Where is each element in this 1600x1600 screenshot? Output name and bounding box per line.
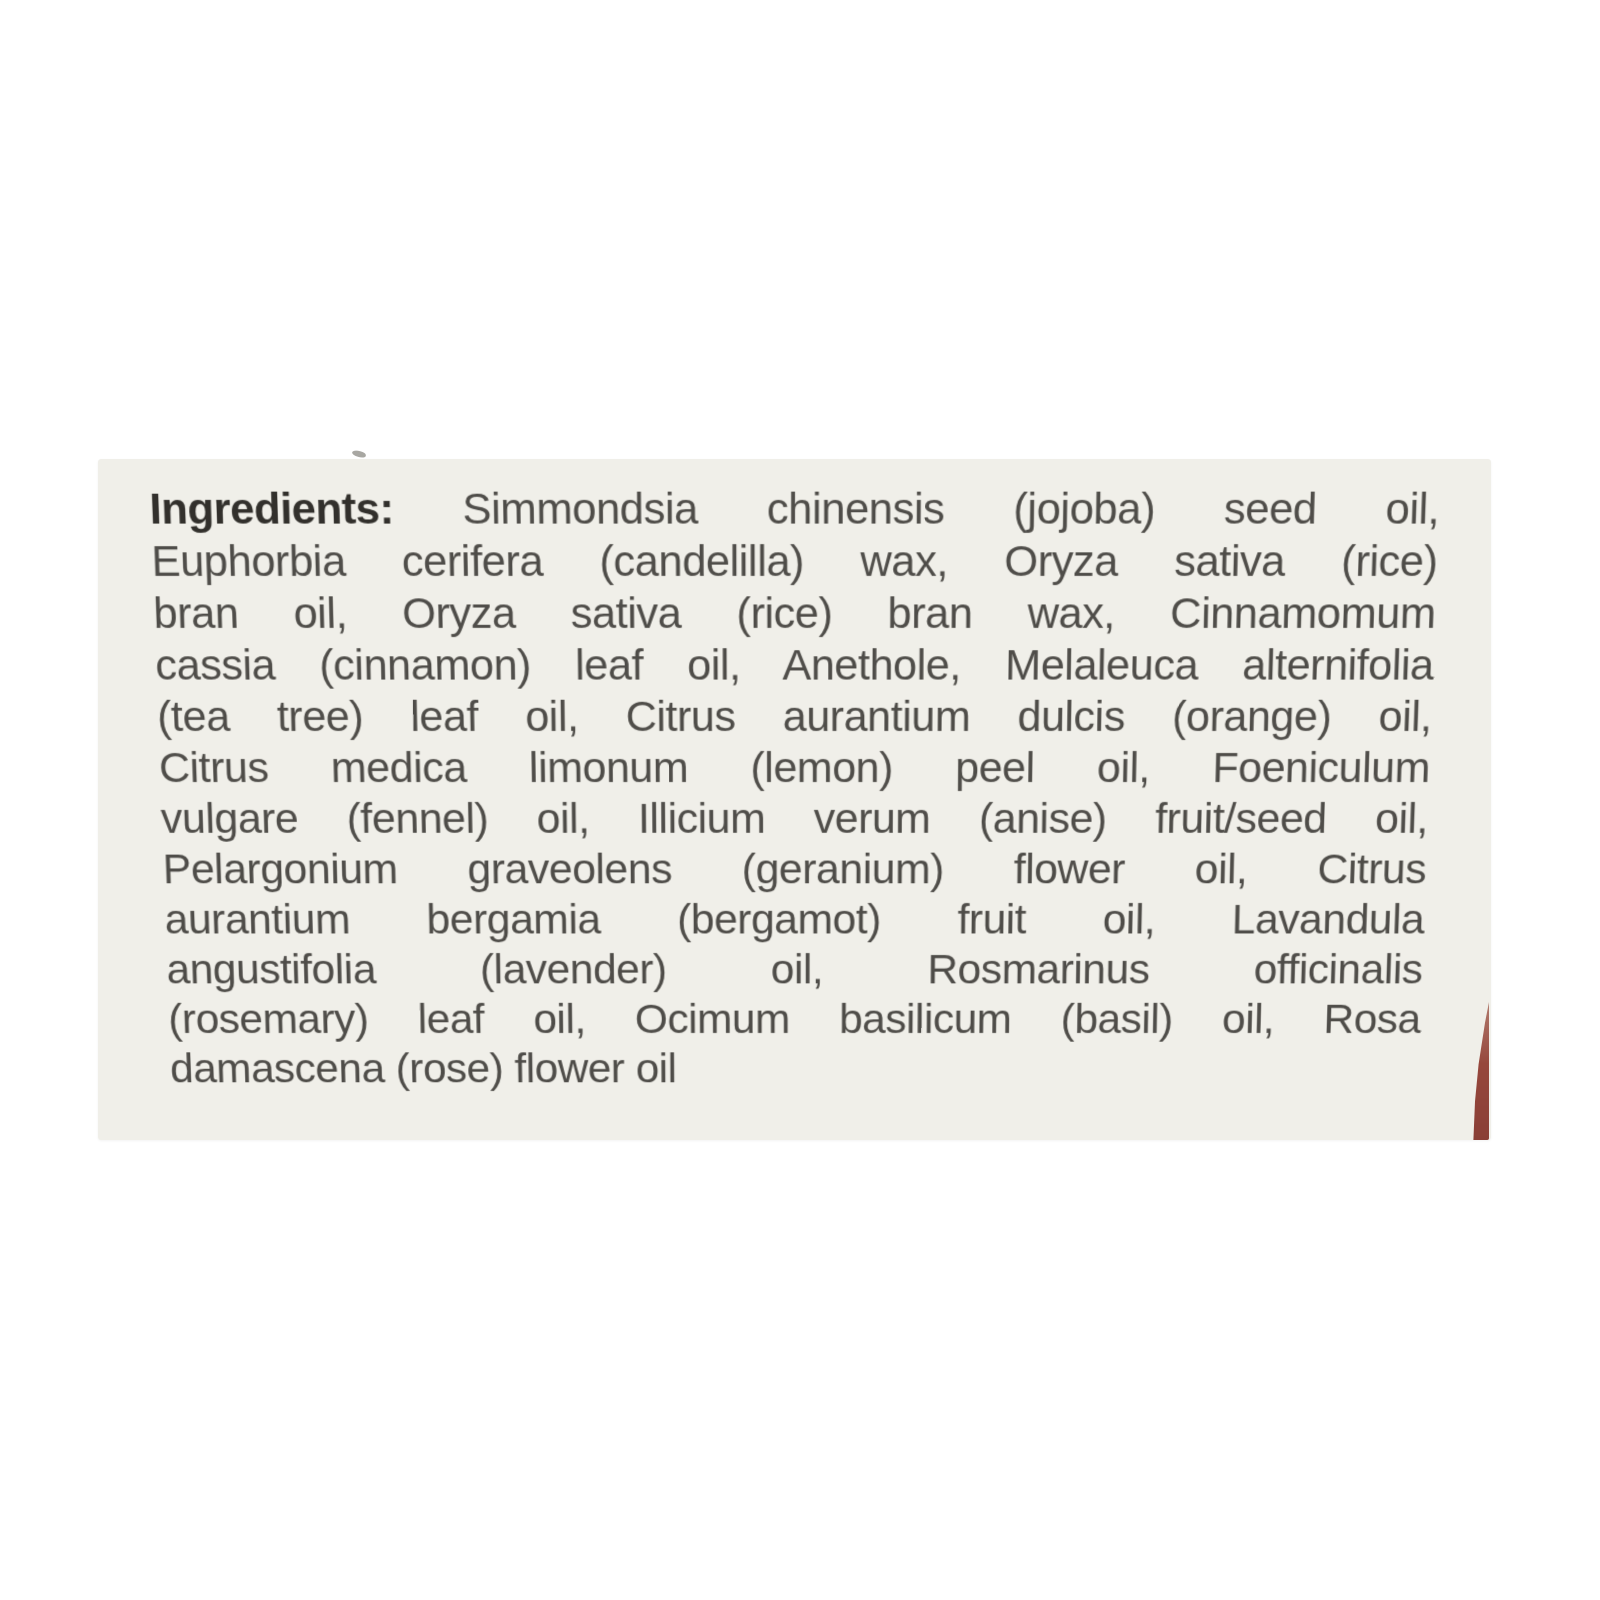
- ingredients-line: damascena (rose) flower oil: [169, 1045, 677, 1092]
- ingredients-heading: Ingredients:: [148, 484, 395, 534]
- ingredients-line: Citrus medica limonum (lemon) peel oil, Foeniculum: [158, 743, 1431, 793]
- ingredients-line: (rosemary) leaf oil, Ocimum basilicum (basil) oil, Rosa: [167, 996, 1422, 1043]
- ingredients-line: (tea tree) leaf oil, Citrus aurantium dulcis (orange) oil,: [156, 692, 1433, 741]
- ingredients-label-panel: [98, 459, 1491, 1140]
- ingredients-line: aurantium bergamia (bergamot) fruit oil, Lavandula: [163, 896, 1426, 944]
- ingredients-line: Euphorbia cerifera (candelilla) wax, Oryza sativa (rice): [150, 536, 1439, 587]
- ingredients-line: angustifolia (lavender) oil, Rosmarinus officinalis: [165, 946, 1424, 994]
- ingredients-line: Pelargonium graveolens (geranium) flower oil, Citrus: [161, 845, 1428, 894]
- package-edge-red-sliver: [1469, 1002, 1489, 1140]
- ingredients-line: vulgare (fennel) oil, Illicium verum (anise) fruit/seed oil,: [160, 794, 1429, 843]
- ingredients-line: cassia (cinnamon) leaf oil, Anethole, Melaleuca alternifolia: [154, 641, 1435, 690]
- ingredients-line: Ingredients: Simmondsia chinensis (jojoba) seed oil,: [148, 484, 1441, 534]
- ingredients-line: bran oil, Oryza sativa (rice) bran wax, Cinnamomum: [152, 589, 1437, 639]
- ingredients-paragraph: [149, 483, 1441, 1093]
- print-speck: [351, 449, 366, 458]
